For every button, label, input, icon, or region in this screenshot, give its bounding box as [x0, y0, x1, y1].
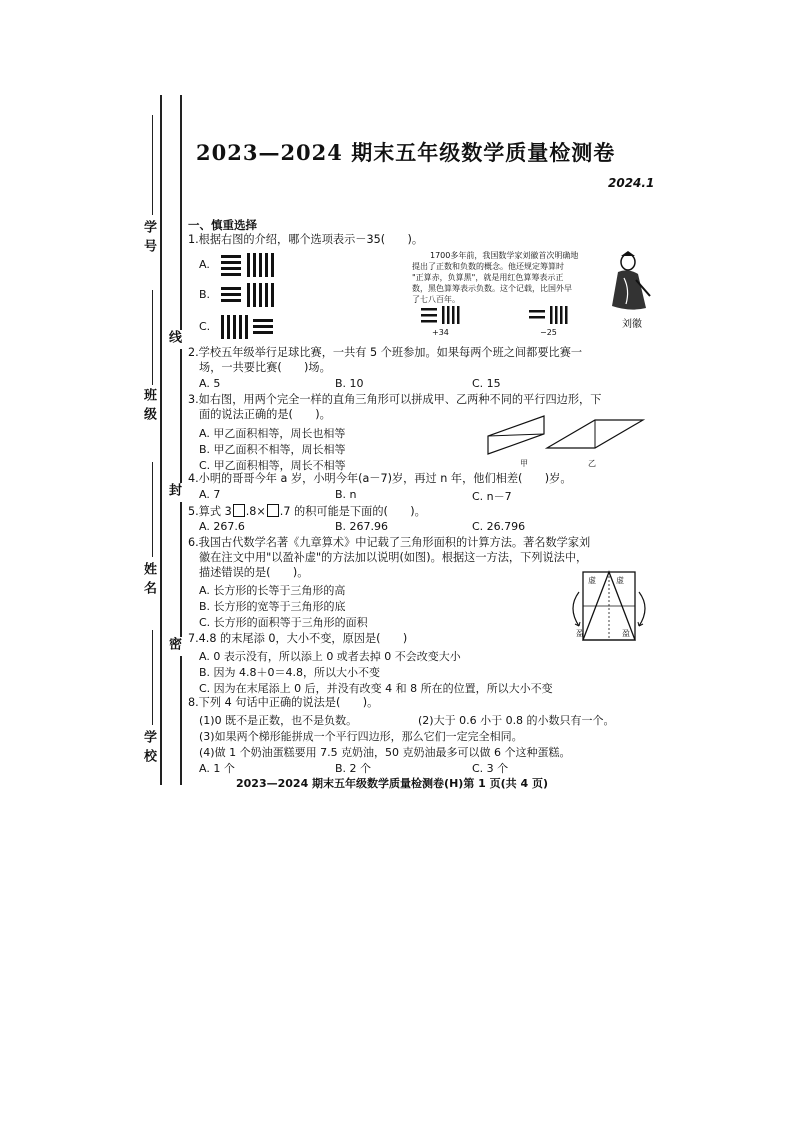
question-1-option-a: A.: [199, 258, 210, 271]
question-6-option-a: A. 长方形的长等于三角形的高: [199, 584, 346, 597]
diagram-label-xu-left: 虚: [588, 576, 596, 585]
question-4-option-c: C. n－7: [472, 490, 512, 503]
question-8-line-1: 8.下列 4 句话中正确的说法是( )。: [188, 696, 379, 709]
parallelogram-jia: [486, 414, 548, 456]
blank-box-2: [267, 504, 279, 517]
question-4-line-1: 4.小明的哥哥今年 a 岁，小明今年(a－7)岁，再过 n 年，他们相差( )岁。: [188, 472, 572, 485]
binding-line-outer: [160, 95, 162, 785]
binding-label-banji: 班级: [141, 388, 156, 426]
question-6-option-c: C. 长方形的面积等于三角形的面积: [199, 616, 368, 629]
page-title: 2023—2024 期末五年级数学质量检测卷: [196, 140, 616, 165]
question-2-option-c: C. 15: [472, 377, 501, 390]
binding-mark-feng: 封: [166, 483, 181, 502]
rod-numeral-b: [220, 282, 275, 308]
parallelogram-yi: [545, 418, 645, 450]
question-5-option-c: C. 26.796: [472, 520, 526, 533]
exam-date: 2024.1: [608, 176, 655, 190]
question-3-line-2: 面的说法正确的是( )。: [199, 408, 331, 421]
diagram-label-ying-right: 盈: [622, 629, 630, 638]
question-8-statement-1: (1)0 既不是正数，也不是负数。: [199, 714, 358, 727]
question-8-statement-3: (3)如果两个梯形能拼成一个平行四边形，那么它们一定完全相同。: [199, 730, 523, 743]
question-7-option-c: C. 因为在末尾添上 0 后，并没有改变 4 和 8 所在的位置，所以大小不变: [199, 682, 553, 695]
question-2-option-a: A. 5: [199, 377, 221, 390]
question-2-line-1: 2.学校五年级举行足球比赛，一共有 5 个班参加。如果每两个班之间都要比赛一: [188, 346, 583, 359]
question-5-option-b: B. 267.96: [335, 520, 389, 533]
question-6-line-1: 6.我国古代数学名著《九章算术》中记载了三角形面积的计算方法。著名数学家刘: [188, 536, 591, 549]
question-6-option-b: B. 长方形的宽等于三角形的底: [199, 600, 346, 613]
question-1-option-c: C.: [199, 320, 211, 333]
question-7-option-b: B. 因为 4.8＋0＝4.8，所以大小不变: [199, 666, 381, 679]
question-3-option-a: A. 甲乙面积相等，周长也相等: [199, 427, 346, 440]
question-7-option-a: A. 0 表示没有，所以添上 0 或者去掉 0 不会改变大小: [199, 650, 461, 663]
rod-numeral-a: [220, 252, 275, 278]
question-8-statement-4: (4)做 1 个奶油蛋糕要用 7.5 克奶油，50 克奶油最多可以做 6 个这种蛋糕。: [199, 746, 571, 759]
binding-mark-mi: 密: [166, 637, 181, 656]
parallelogram-yi-label: 乙: [588, 459, 596, 468]
binding-line-inner: [180, 95, 182, 785]
rod-example-negative: [528, 305, 572, 325]
rod-example-positive-label: +34: [432, 328, 449, 337]
question-5-option-a: A. 267.6: [199, 520, 245, 533]
question-2-line-2: 场，一共要比赛( )场。: [199, 361, 331, 374]
question-1-stem: 1.根据右图的介绍，哪个选项表示－35( )。: [188, 233, 424, 246]
binding-mark-xian: 线: [166, 330, 181, 349]
binding-blank-xuehao: [152, 115, 153, 215]
binding-label-xingming: 姓名: [141, 562, 156, 600]
question-6-line-2: 徽在注文中用"以盈补虚"的方法加以说明(如图)。根据这一方法，下列说法中，: [199, 551, 588, 564]
binding-blank-banji: [152, 290, 153, 385]
liu-hui-caption: 刘徽: [622, 319, 642, 330]
liu-hui-portrait: [606, 250, 652, 312]
question-2-option-b: B. 10: [335, 377, 364, 390]
diagram-label-xu-right: 虚: [616, 576, 624, 585]
question-4-option-a: A. 7: [199, 488, 221, 501]
question-5-line-1: 5.算式 3 .8× .7 的积可能是下面的( )。: [188, 505, 426, 518]
section-heading-1: 一、慎重选择: [188, 218, 257, 232]
rod-example-positive: [420, 305, 464, 325]
question-1-option-b: B.: [199, 288, 211, 301]
question-3-line-1: 3.如右图，用两个完全一样的直角三角形可以拼成甲、乙两种不同的平行四边形，下: [188, 393, 602, 406]
binding-label-xuehao: 学号: [141, 220, 156, 258]
blank-box-1: [233, 504, 245, 517]
question-3-option-b: B. 甲乙面积不相等，周长相等: [199, 443, 346, 456]
question-8-option-a: A. 1 个: [199, 762, 235, 775]
question-3-option-c: C. 甲乙面积相等，周长不相等: [199, 459, 346, 472]
question-8-statement-2: (2)大于 0.6 小于 0.8 的小数只有一个。: [418, 714, 615, 727]
rod-example-negative-label: −25: [540, 328, 557, 337]
page-footer: 2023—2024 期末五年级数学质量检测卷(H)第 1 页(共 4 页): [236, 777, 549, 790]
question-4-option-b: B. n: [335, 488, 357, 501]
binding-blank-xuexiao: [152, 630, 153, 725]
binding-label-xuexiao: 学校: [141, 730, 156, 768]
question-8-option-c: C. 3 个: [472, 762, 509, 775]
question-6-line-3: 描述错误的是( )。: [199, 566, 309, 579]
binding-blank-xingming: [152, 462, 153, 557]
question-7-line-1: 7.4.8 的末尾添 0，大小不变，原因是( ): [188, 632, 408, 645]
question-8-option-b: B. 2 个: [335, 762, 372, 775]
diagram-label-ying-left: 盈: [576, 629, 584, 638]
rod-numeral-c: [220, 314, 275, 340]
parallelogram-jia-label: 甲: [520, 459, 528, 468]
